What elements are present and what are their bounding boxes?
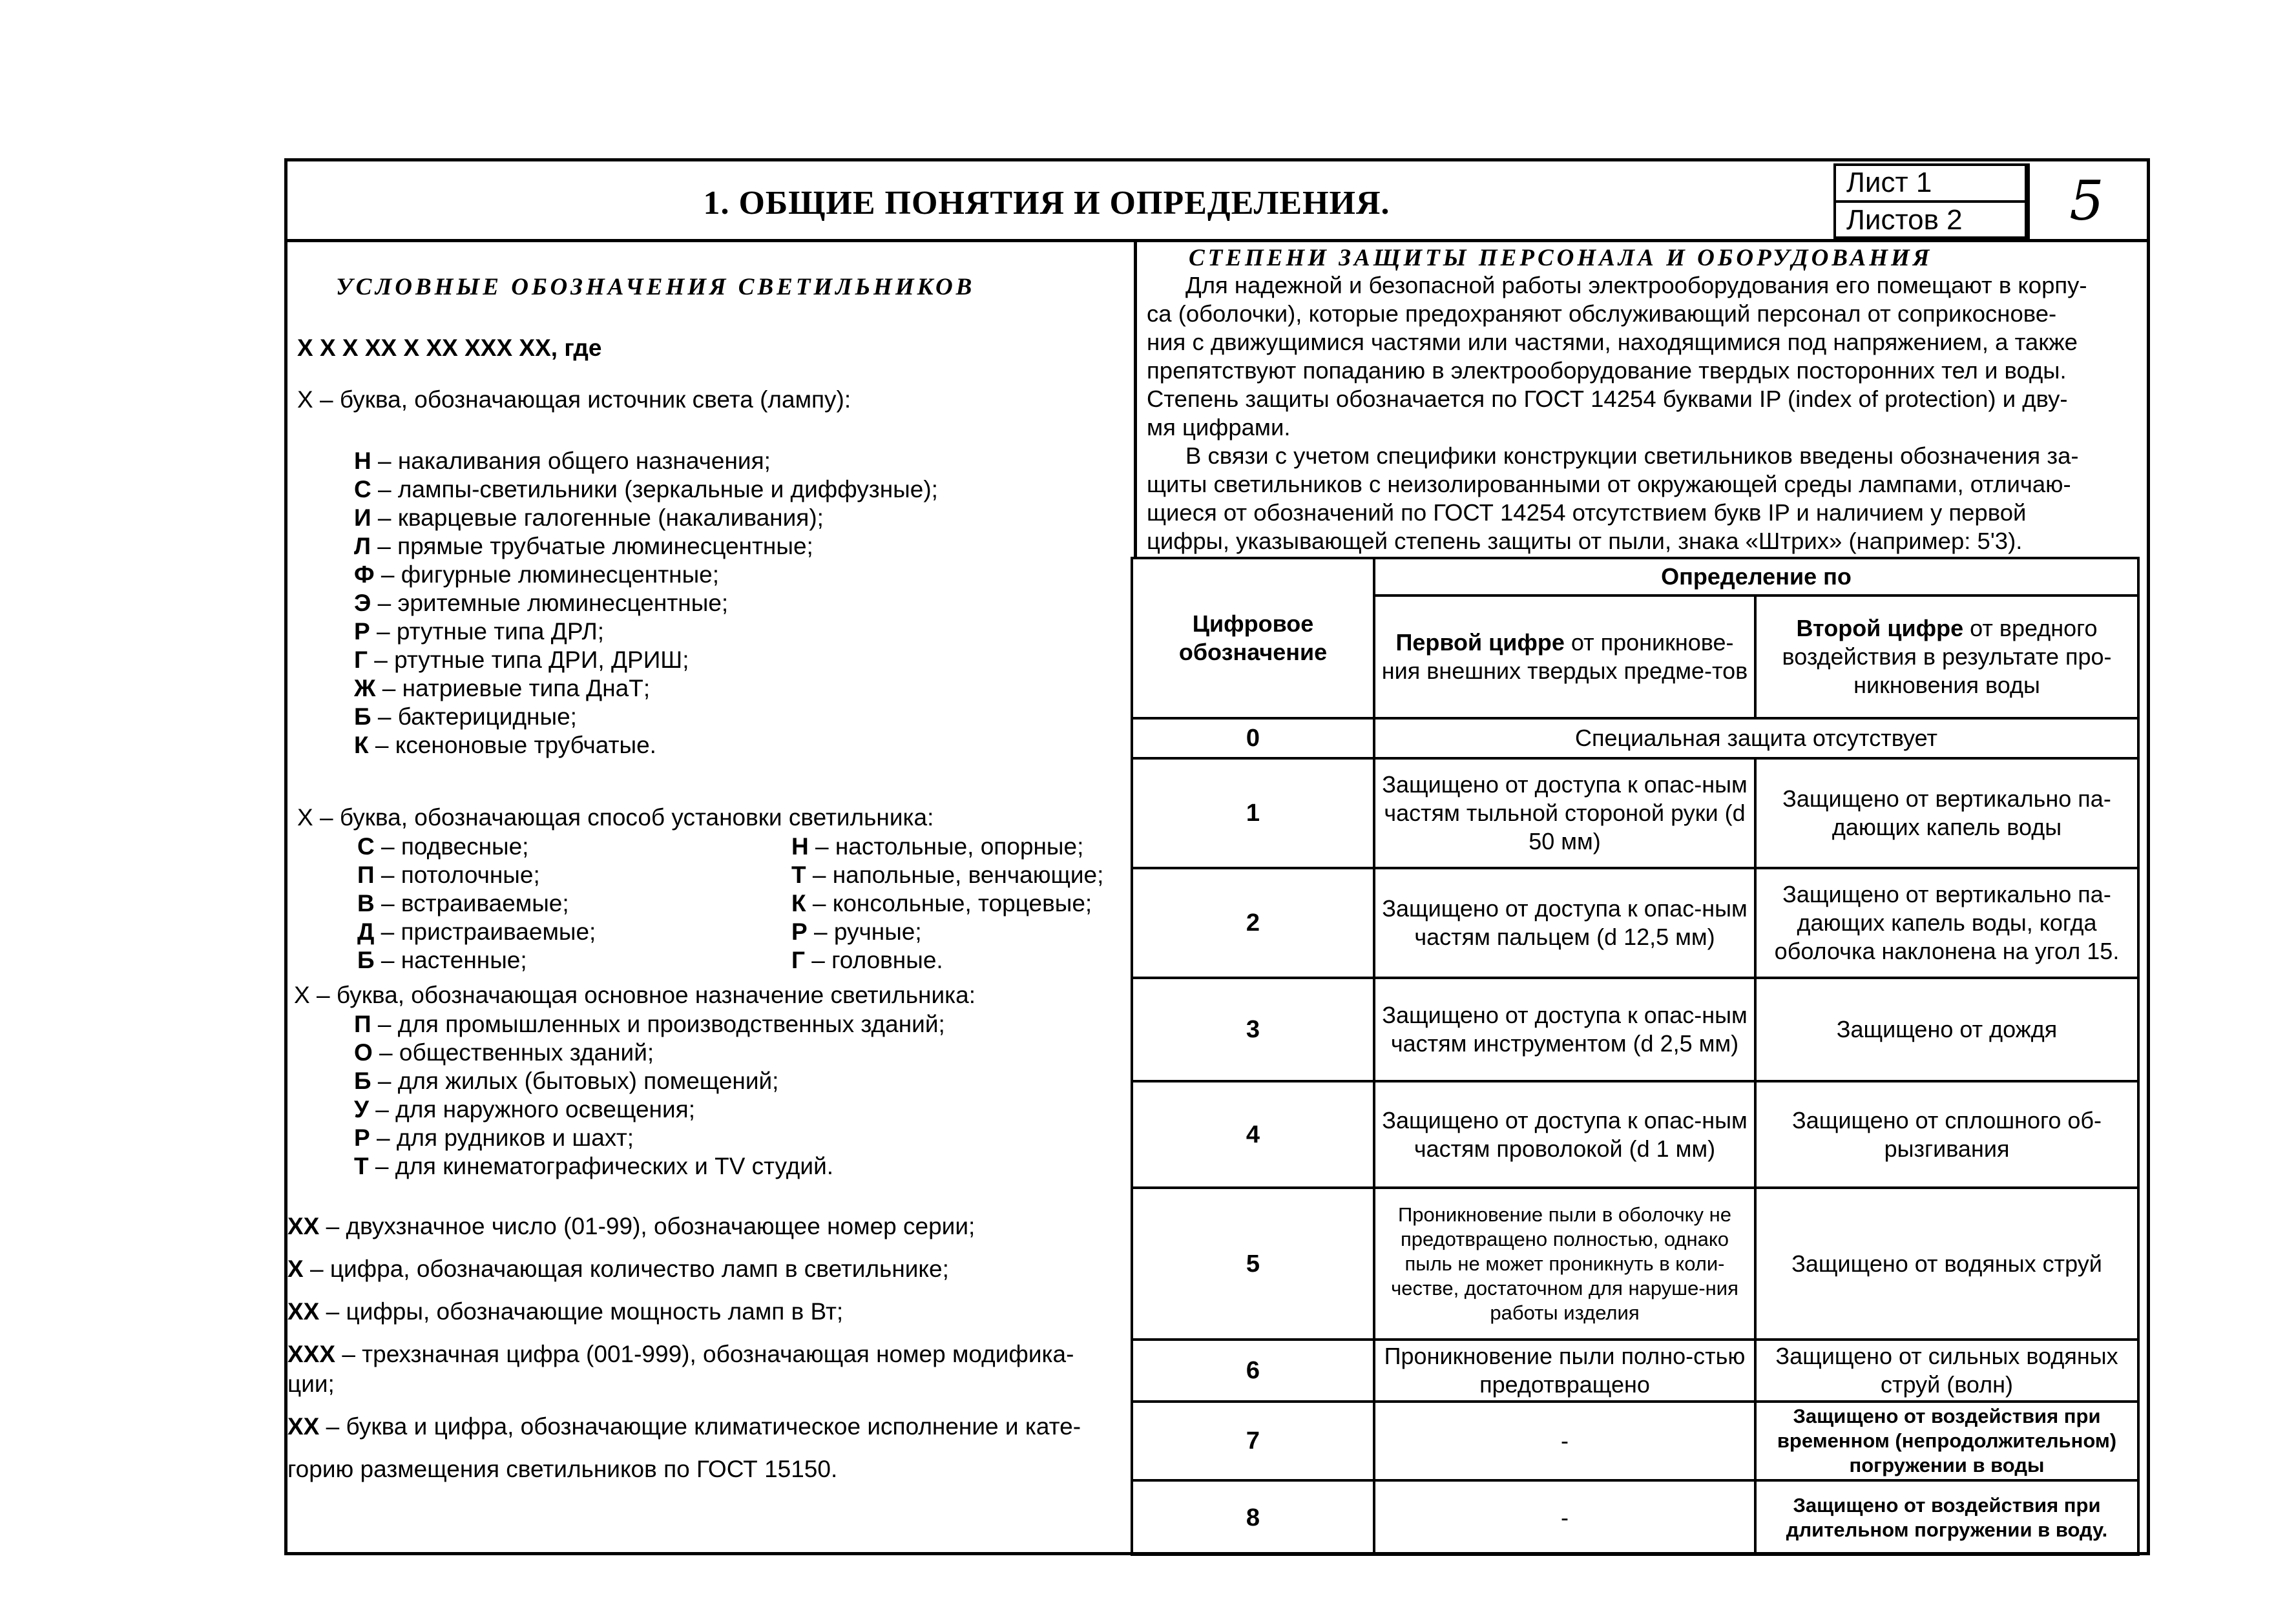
list-item xyxy=(354,1124,634,1152)
list-item xyxy=(791,918,922,946)
row-code: 2 xyxy=(1132,868,1374,978)
list-item xyxy=(354,1011,945,1038)
definition-text: ции; xyxy=(287,1371,335,1397)
paragraph-line: В связи с учетом специфики конструкции светильников введены обозначения за- xyxy=(1185,442,2079,469)
table-row xyxy=(1132,1188,2138,1340)
item-code: Л xyxy=(354,533,371,559)
definition-code: Х xyxy=(287,1256,304,1282)
column-divider xyxy=(1134,242,1137,559)
list-item xyxy=(354,590,728,617)
row-second-digit: Защищено от водяных струй xyxy=(1755,1188,2138,1340)
table-row xyxy=(1132,978,2138,1081)
row-code: 1 xyxy=(1132,758,1374,868)
paragraph-line: щиты светильников с неизолированными от окружающей среды лампами, отличаю- xyxy=(1147,471,2071,497)
list-item xyxy=(791,862,1103,889)
row-first-digit: Защищено от доступа к опас-ным частям инструментом (d 2,5 мм) xyxy=(1374,978,1755,1081)
definition-item xyxy=(287,1256,949,1283)
table-row xyxy=(1132,1081,2138,1188)
definition-code: ХХ xyxy=(287,1413,320,1440)
sheet-count: Листов 2 xyxy=(1846,204,1963,236)
item-code: Э xyxy=(354,590,371,616)
table-row xyxy=(1132,1340,2138,1402)
item-text: – лампы-светильники (зеркальные и диффузные); xyxy=(371,476,938,502)
paragraph-line: препятствуют попаданию в электрооборудование твердых посторонних тел и воды. xyxy=(1147,357,2067,384)
definition-text: – двухзначное число (01-99), обозначающее номер серии; xyxy=(319,1213,976,1239)
row-first-digit: Защищено от доступа к опас-ным частям тыльной стороной руки (d 50 мм) xyxy=(1374,758,1755,868)
paragraph-line: Для надежной и безопасной работы электрооборудования его помещают в корпу- xyxy=(1185,272,2087,298)
list-item xyxy=(354,561,719,588)
list-item xyxy=(354,1153,833,1180)
item-text: – ртутные типа ДРЛ; xyxy=(370,618,605,645)
item-code: И xyxy=(354,504,371,531)
list-item xyxy=(354,703,577,730)
list-item xyxy=(357,890,569,917)
item-code: Ф xyxy=(354,561,375,588)
list-item xyxy=(354,476,938,503)
list-item xyxy=(354,1096,695,1123)
list-item xyxy=(354,732,656,759)
item-code: Б xyxy=(357,947,375,973)
item-text: – подвесные; xyxy=(374,833,529,860)
paragraph-line: ния с движущимися частями или частями, находящимися под напряжением, а также xyxy=(1147,329,2078,355)
item-code: Г xyxy=(791,947,805,973)
item-code: С xyxy=(357,833,375,860)
row-second-digit: Защищено от сильных водяных струй (волн) xyxy=(1755,1340,2138,1402)
row-code: 3 xyxy=(1132,978,1374,1081)
row-first-digit: - xyxy=(1374,1480,1755,1555)
designation-formula: Х Х Х ХХ Х ХХ ХХХ ХХ, где xyxy=(297,335,602,361)
item-code: О xyxy=(354,1039,373,1066)
item-text: – головные. xyxy=(804,947,943,973)
item-text: – для жилых (бытовых) помещений; xyxy=(371,1068,779,1094)
item-code: В xyxy=(357,890,375,916)
list-item xyxy=(791,947,943,974)
definition-text: – цифры, обозначающие мощность ламп в Вт; xyxy=(319,1298,844,1325)
row-code: 0 xyxy=(1132,718,1374,758)
purpose-intro: Х – буква, обозначающая основное назначение светильника: xyxy=(294,982,976,1008)
protection-paragraph-1 xyxy=(1147,271,2145,442)
table-row xyxy=(1132,758,2138,868)
row-first-digit: Проникновение пыли полно-стью предотвращено xyxy=(1374,1340,1755,1402)
page-title: 1. ОБЩИЕ ПОНЯТИЯ И ОПРЕДЕЛЕНИЯ. xyxy=(703,185,1390,222)
list-item xyxy=(354,618,604,645)
luminaire-legend-heading: УСЛОВНЫЕ ОБОЗНАЧЕНИЯ СВЕТИЛЬНИКОВ xyxy=(336,274,976,300)
item-text: – встраиваемые; xyxy=(374,890,569,916)
list-item xyxy=(354,675,650,702)
definition-text: – буква и цифра, обозначающие климатическое исполнение и кате- xyxy=(319,1413,1081,1440)
list-item xyxy=(357,947,527,974)
row-second-digit: Защищено от воздействия при временном (непродолжительном) погружении в воды xyxy=(1755,1402,2138,1480)
definition-code: ХХХ xyxy=(287,1341,336,1367)
row-first-digit: Проникновение пыли в оболочку не предотвращено полностью, однако пыль не может проникнуть в коли-честве, достаточном для наруше-ния работы изделия xyxy=(1374,1188,1755,1340)
sheet-number: Лист 1 xyxy=(1846,167,1932,198)
row-code: 6 xyxy=(1132,1340,1374,1402)
paragraph-line: Степень защиты обозначается по ГОСТ 14254 буквами IP (index of protection) и дву- xyxy=(1147,386,2068,412)
table-row xyxy=(1132,868,2138,978)
definition-item xyxy=(287,1298,843,1325)
item-code: Р xyxy=(354,618,370,645)
item-text: – пристраиваемые; xyxy=(374,918,596,945)
item-code: Б xyxy=(354,703,371,730)
row-first-digit: - xyxy=(1374,1402,1755,1480)
item-code: К xyxy=(354,732,369,758)
paragraph-line: цифры, указывающей степень защиты от пыли, знака «Штрих» (например: 5'3). xyxy=(1147,528,2023,554)
paragraph-line: са (оболочки), которые предохраняют обслуживающий персонал от соприкоснове- xyxy=(1147,300,2057,327)
item-text: – натриевые типа ДнаТ; xyxy=(375,675,651,701)
definition-code: ХХ xyxy=(287,1213,320,1239)
item-code: Т xyxy=(354,1153,369,1179)
item-text: – для кинематографических и TV студий. xyxy=(368,1153,834,1179)
protection-table xyxy=(1131,557,2140,1556)
light-source-intro: Х – буква, обозначающая источник света (лампу): xyxy=(297,386,851,413)
title-divider xyxy=(284,239,2150,242)
item-text: – напольные, венчающие; xyxy=(806,862,1104,888)
protection-paragraph-2 xyxy=(1147,442,2145,555)
table-row xyxy=(1132,1480,2138,1555)
row-second-digit: Защищено от дождя xyxy=(1755,978,2138,1081)
definition-text: – трехзначная цифра (001-999), обозначающая номер модифика- xyxy=(335,1341,1074,1367)
list-item xyxy=(354,647,689,674)
item-code: Н xyxy=(354,448,371,474)
list-item xyxy=(791,890,1092,917)
definition-item xyxy=(287,1341,1074,1368)
handwritten-page-number: 5 xyxy=(2027,163,2144,239)
col-first-header: Первой цифре от проникнове-ния внешних твердых предме-тов xyxy=(1374,595,1755,718)
item-code: Н xyxy=(791,833,809,860)
list-item xyxy=(354,504,824,532)
list-item xyxy=(791,833,1083,860)
definition-item xyxy=(287,1456,837,1483)
col-group-header: Определение по xyxy=(1374,558,2138,595)
item-text: – ручные; xyxy=(807,918,922,945)
list-item xyxy=(357,918,596,946)
row-code: 5 xyxy=(1132,1188,1374,1340)
row-code: 7 xyxy=(1132,1402,1374,1480)
item-code: У xyxy=(354,1096,370,1123)
definition-item xyxy=(287,1371,335,1398)
item-text: – ксеноновые трубчатые. xyxy=(368,732,656,758)
row-first-digit: Защищено от доступа к опас-ным частям пальцем (d 12,5 мм) xyxy=(1374,868,1755,978)
item-text: – настенные; xyxy=(374,947,527,973)
list-item xyxy=(354,1039,654,1066)
mounting-intro: Х – буква, обозначающая способ установки светильника: xyxy=(297,804,934,831)
list-item xyxy=(354,1068,778,1095)
item-text: – фигурные люминесцентные; xyxy=(374,561,720,588)
item-text: – накаливания общего назначения; xyxy=(371,448,771,474)
list-item xyxy=(354,448,771,475)
item-code: Г xyxy=(354,647,368,673)
item-text: – общественных зданий; xyxy=(372,1039,654,1066)
item-code: Д xyxy=(357,918,375,945)
item-code: Р xyxy=(354,1124,370,1151)
item-code: Р xyxy=(791,918,808,945)
list-item xyxy=(354,533,813,560)
item-text: – ртутные типа ДРИ, ДРИШ; xyxy=(367,647,689,673)
item-text: – для рудников и шахт; xyxy=(370,1124,634,1151)
col-second-header: Второй цифре от вредного воздействия в результате про-никновения воды xyxy=(1755,595,2138,718)
item-text: – консольные, торцевые; xyxy=(806,890,1092,916)
row-second-digit: Защищено от вертикально па-дающих капель воды xyxy=(1755,758,2138,868)
definition-text: – цифра, обозначающая количество ламп в светильнике; xyxy=(303,1256,949,1282)
item-text: – потолочные; xyxy=(374,862,540,888)
row-second-digit: Защищено от вертикально па-дающих капель воды, когда оболочка наклонена на угол 15. xyxy=(1755,868,2138,978)
definition-item xyxy=(287,1413,1081,1440)
item-text: – настольные, опорные; xyxy=(808,833,1084,860)
protection-heading: СТЕПЕНИ ЗАЩИТЫ ПЕРСОНАЛА И ОБОРУДОВАНИЯ xyxy=(1189,245,1933,271)
item-text: – для промышленных и производственных зданий; xyxy=(371,1011,945,1037)
item-code: Ж xyxy=(354,675,376,701)
item-text: – эритемные люминесцентные; xyxy=(371,590,729,616)
paragraph-line: щиеся от обозначений по ГОСТ 14254 отсутствием букв IP и наличием у первой xyxy=(1147,499,2027,526)
item-code: С xyxy=(354,476,371,502)
row-code: 4 xyxy=(1132,1081,1374,1188)
item-text: – бактерицидные; xyxy=(371,703,577,730)
item-text: – кварцевые галогенные (накаливания); xyxy=(371,504,824,531)
row-code: 8 xyxy=(1132,1480,1374,1555)
item-code: П xyxy=(357,862,375,888)
definition-text: горию размещения светильников по ГОСТ 15150. xyxy=(287,1456,838,1482)
list-item xyxy=(357,833,528,860)
item-text: – для наружного освещения; xyxy=(369,1096,695,1123)
item-code: Т xyxy=(791,862,806,888)
table-row xyxy=(1132,1402,2138,1480)
col-code-header: Цифровое обозначение xyxy=(1132,558,1374,718)
item-code: Б xyxy=(354,1068,371,1094)
item-code: П xyxy=(354,1011,371,1037)
item-code: К xyxy=(791,890,806,916)
item-text: – прямые трубчатые люминесцентные; xyxy=(370,533,813,559)
row-second-digit: Защищено от воздействия при длительном погружении в воду. xyxy=(1755,1480,2138,1555)
row-first-digit: Защищено от доступа к опас-ным частям проволокой (d 1 мм) xyxy=(1374,1081,1755,1188)
row-second-digit: Защищено от сплошного об-рызгивания xyxy=(1755,1081,2138,1188)
paragraph-line: мя цифрами. xyxy=(1147,414,1291,440)
definition-item xyxy=(287,1213,975,1240)
list-item xyxy=(357,862,540,889)
row-merged-cell: Специальная защита отсутствует xyxy=(1374,718,2138,758)
definition-code: ХХ xyxy=(287,1298,320,1325)
